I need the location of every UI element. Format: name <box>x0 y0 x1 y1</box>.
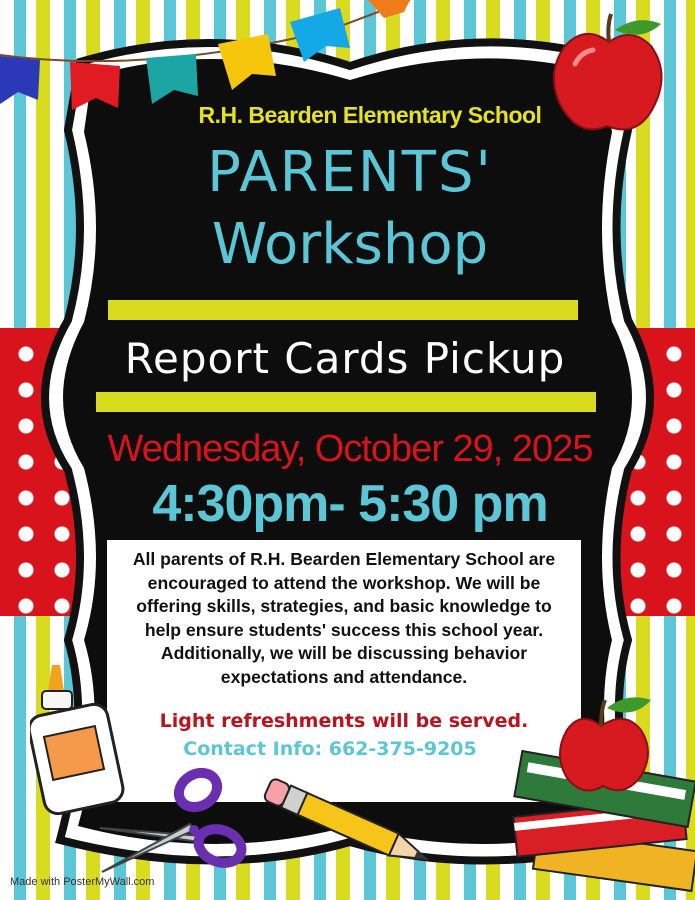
title-parents: PARENTS' <box>207 140 493 205</box>
event-date: Wednesday, October 29, 2025 <box>107 428 593 470</box>
books-stack-icon <box>505 690 695 900</box>
description-text: All parents of R.H. Bearden Elementary School are encouraged to attend the workshop. We will be offering skills, strategies, and basic knowledge to help ensure students' success this school year. Additionally, we will be discussing behavior expectations and attendance. <box>132 549 556 687</box>
title-workshop: Workshop <box>211 212 489 277</box>
banner-report-cards: Report Cards Pickup <box>124 334 566 383</box>
yellow-bar-bottom <box>96 392 596 412</box>
school-name: R.H. Bearden Elementary School <box>198 102 542 128</box>
watermark: Made with PosterMyWall.com <box>10 876 155 888</box>
pencil-icon <box>250 775 450 875</box>
contact-info: Contact Info: 662-375-9205 <box>183 738 477 760</box>
event-time: 4:30pm- 5:30 pm <box>152 475 548 533</box>
refreshments-text: Light refreshments will be served. <box>159 710 529 732</box>
yellow-bar-top <box>108 300 578 320</box>
scissors-icon <box>90 768 250 878</box>
